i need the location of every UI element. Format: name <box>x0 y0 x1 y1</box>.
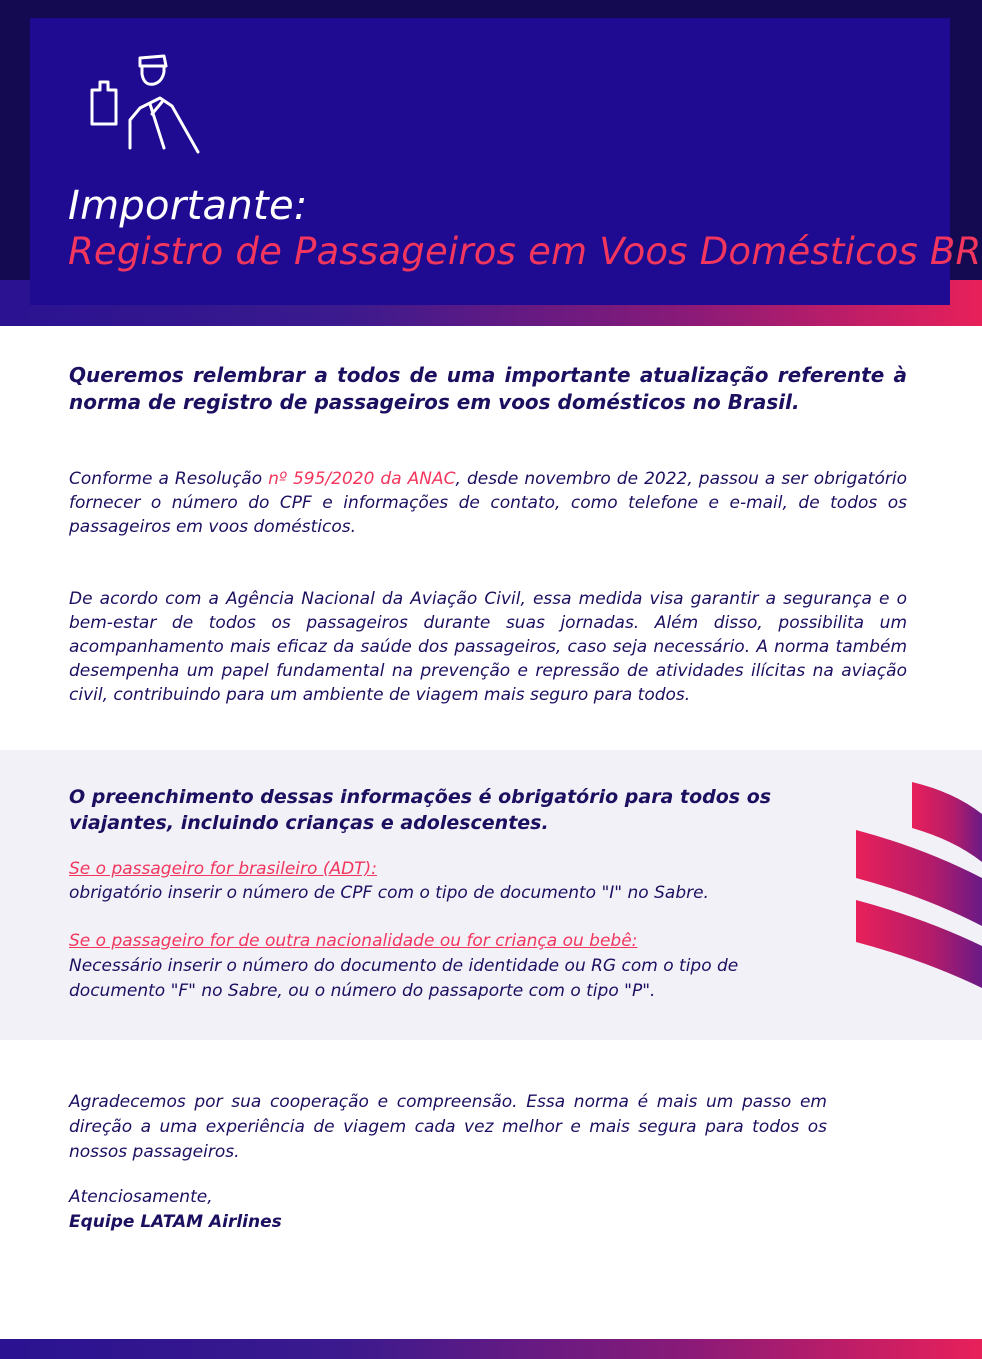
header-card <box>30 18 982 305</box>
intro-text: Queremos relembrar a todos de uma importante atualização referente à norma de registro de passageiros em voos domésticos no Brasil. <box>69 363 907 414</box>
paragraph-anac: De acordo com a Agência Nacional da Aviação Civil, essa medida visa garantir a segurança e o bem-estar de todos os passageiros durante suas jornadas. Além disso, possibilita um acompanhamento mais eficaz da saúde dos passageiros, caso seja necessário. A norma também desempenha um papel fundamental na prevenção e repressão de atividades ilícitas na aviação civil, contribuindo para um ambiente de viagem mais seguro para todos. <box>69 589 907 705</box>
case-foreign-heading: Se o passageiro for de outra nacionalidade ou for criança ou bebê: <box>69 931 638 951</box>
closing-text: Agradecemos por sua cooperação e compreensão. Essa norma é mais um passo em direção a uma experiência de viagem cada vez melhor e mais segura para todos os nossos passageiros. <box>69 1092 827 1162</box>
paragraph-resolution <box>69 467 907 539</box>
paragraph-resolution-before: Conforme a Resolução <box>69 469 269 489</box>
title-registro: Registro de Passageiros em Voos Domésticos BR <box>68 230 982 273</box>
notice-title: O preenchimento dessas informações é obrigatório para todos os viajantes, incluindo crianças e adolescentes. <box>69 786 772 834</box>
case-foreign-text: Necessário inserir o número do documento de identidade ou RG com o tipo de documento "F" no Sabre, ou o número do passaporte com o tipo "P". <box>69 956 739 1001</box>
case-brazilian-text: obrigatório inserir o número de CPF com o tipo de documento "I" no Sabre. <box>69 883 709 903</box>
title-importante: Importante: <box>68 183 308 229</box>
signoff-team: Equipe LATAM Airlines <box>69 1212 282 1232</box>
signoff-greeting: Atenciosamente, <box>69 1187 213 1207</box>
latam-stripes-graphic <box>854 780 982 990</box>
paragraph-resolution-after: , desde novembro de 2022, passou a ser obrigatório fornecer o número do CPF e informações de contato, como telefone e e-mail, de todos os passageiros em voos domésticos. <box>69 469 907 537</box>
case-brazilian-heading: Se o passageiro for brasileiro (ADT): <box>69 859 377 879</box>
resolution-reference: nº 595/2020 da ANAC <box>268 469 456 489</box>
passenger-document-check-icon <box>88 52 200 156</box>
footer-gradient-bar <box>0 1339 982 1359</box>
signoff <box>69 1185 282 1235</box>
